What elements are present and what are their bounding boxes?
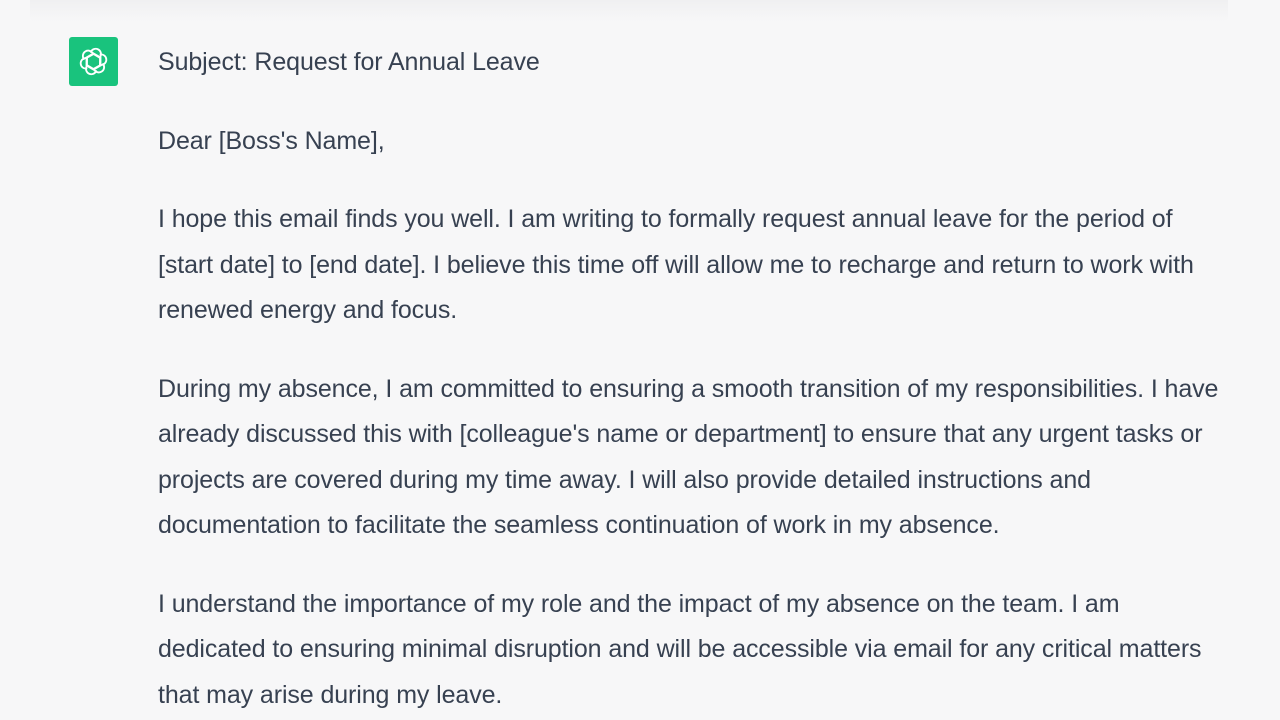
assistant-message-text xyxy=(158,40,1228,720)
email-subject: Subject: Request for Annual Leave xyxy=(158,48,540,76)
assistant-avatar xyxy=(69,37,118,86)
email-paragraph-availability: I understand the importance of my role and the impact of my absence on the team. I am dedicated to ensuring minimal disruption and will be accessible via email for any critical matters that may arise during my leave. xyxy=(158,589,1202,709)
openai-logo-icon xyxy=(76,44,111,79)
email-paragraph-intro: I hope this email finds you well. I am writing to formally request annual leave for the period of [start date] to [end date]. I believe this time off will allow me to recharge and return to work with renewed energy and focus. xyxy=(158,205,1194,324)
email-paragraph-transition: During my absence, I am committed to ensuring a smooth transition of my responsibilities. I have already discussed this with [colleague's name or department] to ensure that any urgent tasks or projects are covered during my time away. I will also provide detailed instructions and documentation to facilitate the seamless continuation of work in my absence. xyxy=(158,374,1219,539)
email-greeting: Dear [Boss's Name], xyxy=(158,126,385,155)
